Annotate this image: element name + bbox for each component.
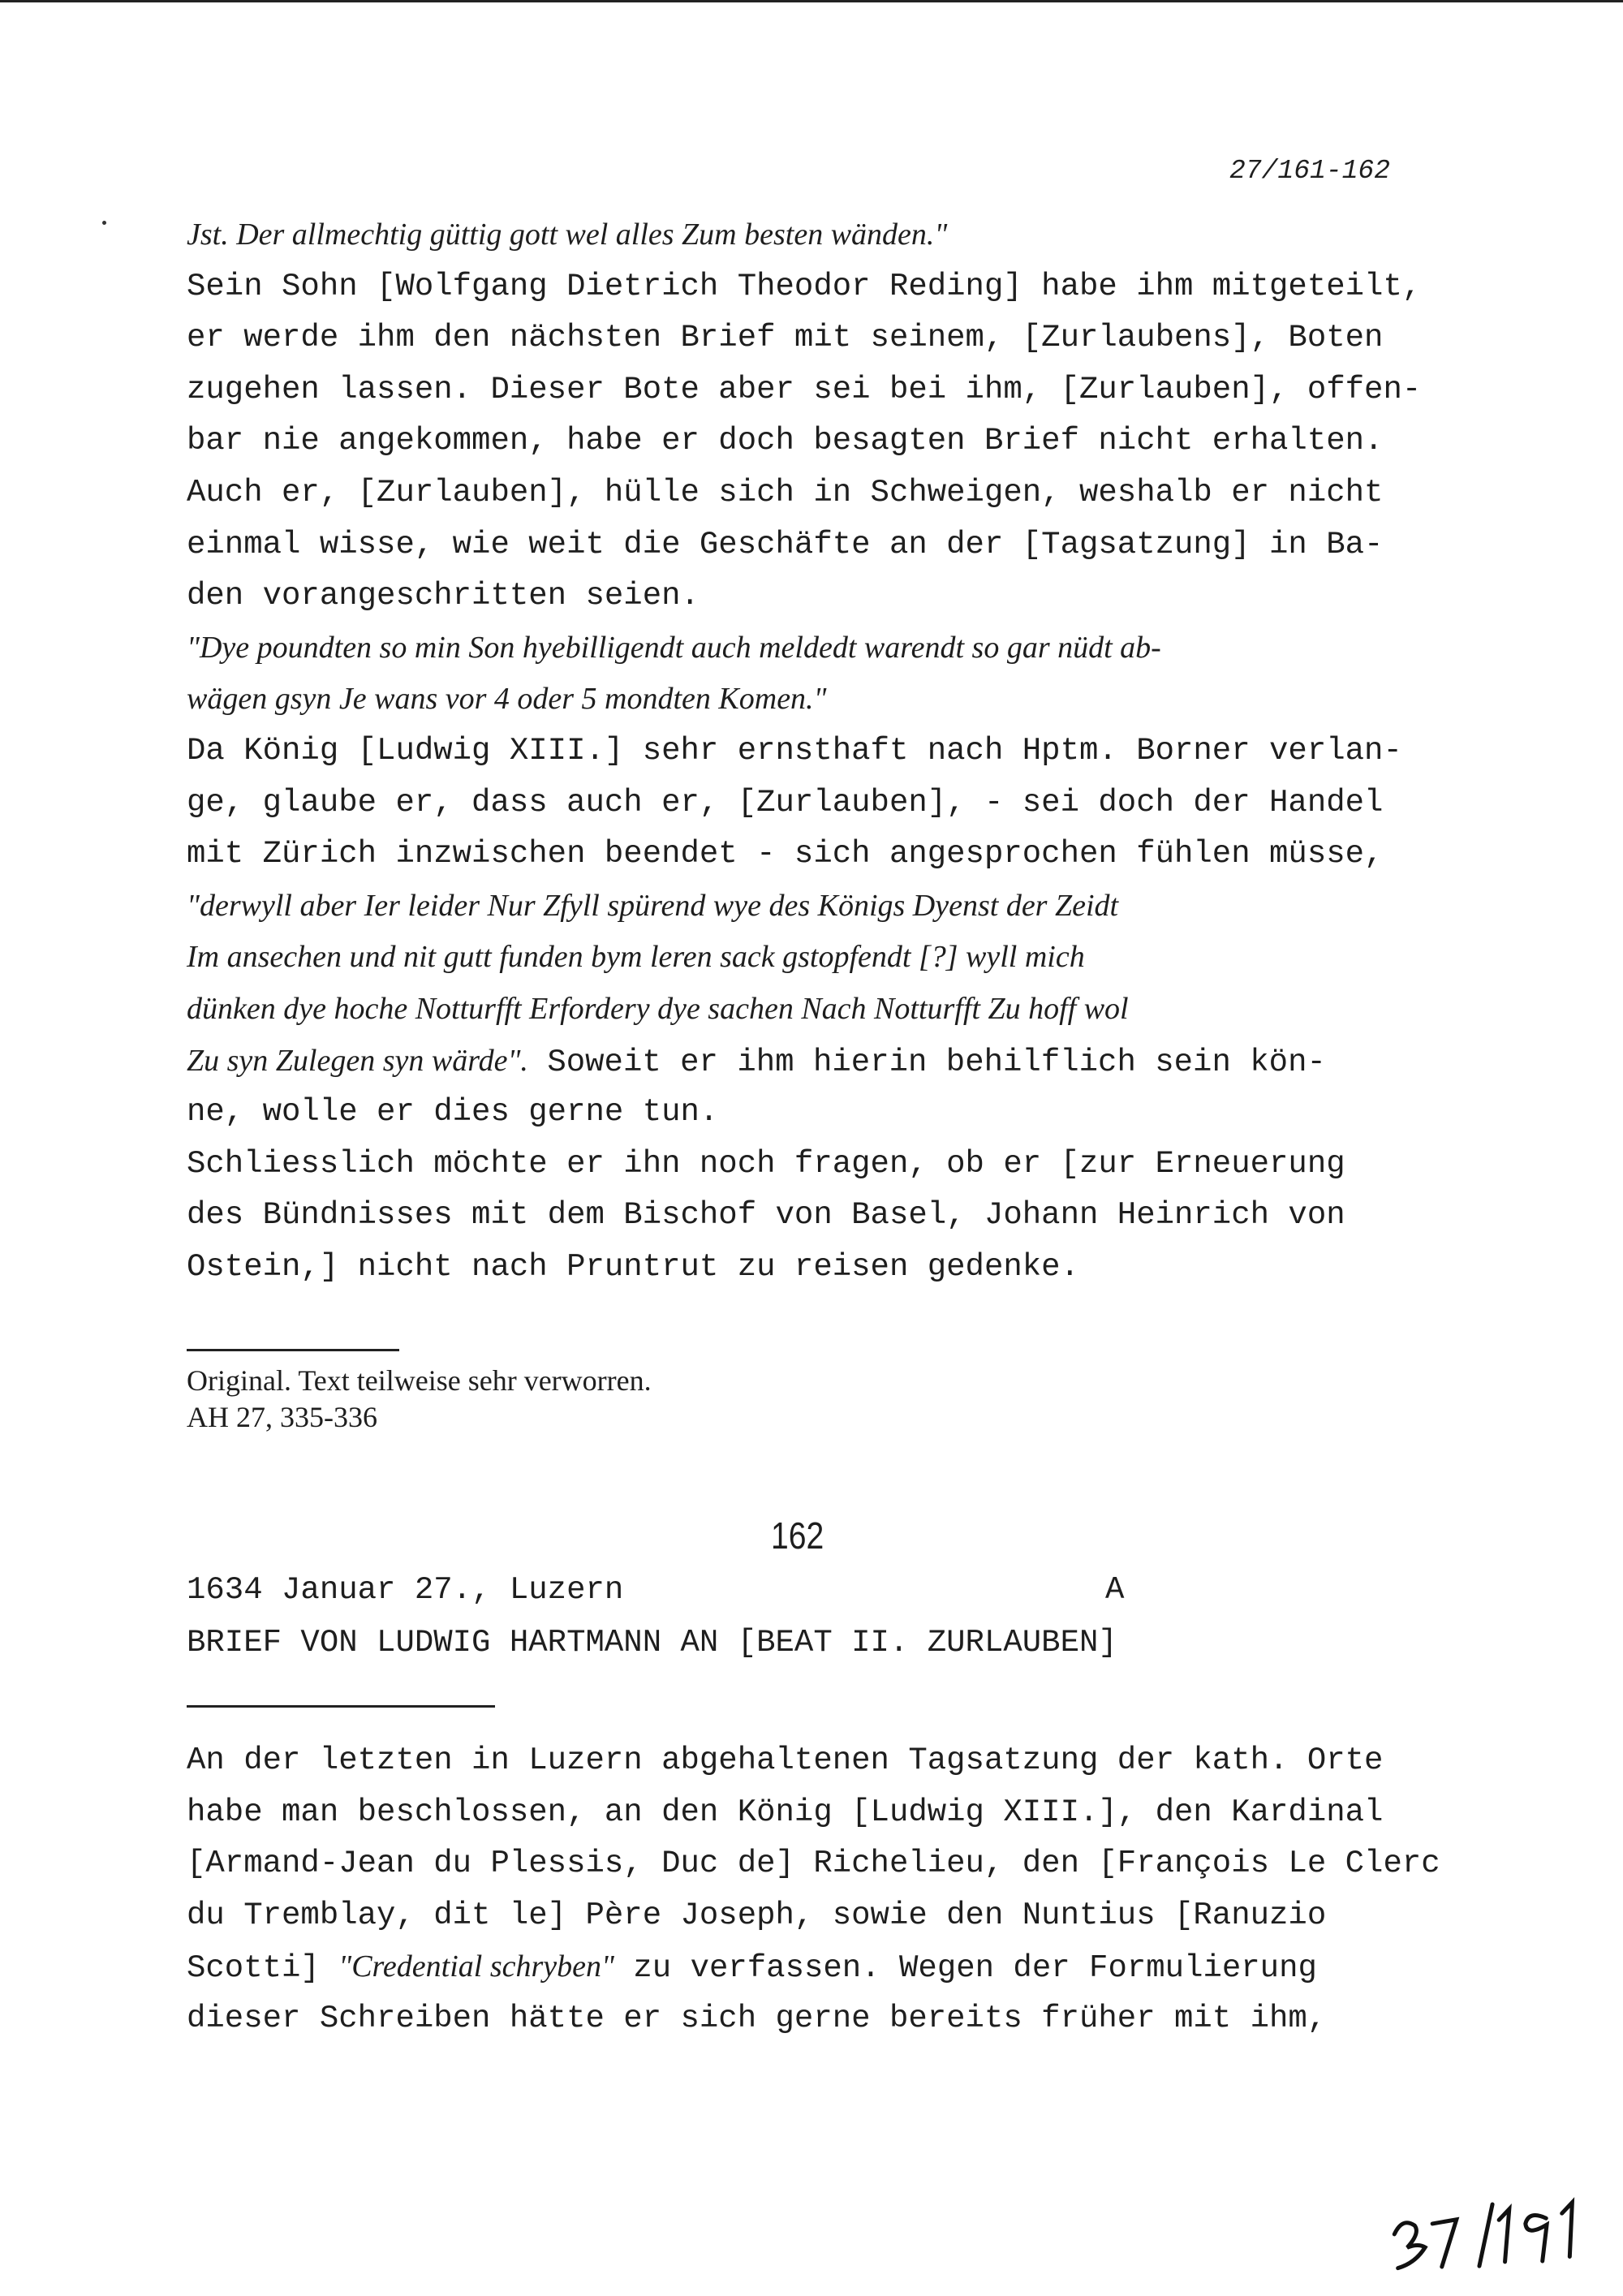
letter-number: 162	[771, 1514, 824, 1557]
title-rule	[187, 1705, 495, 1708]
quoted-source-text: wägen gsyn Je wans vor 4 oder 5 mondten Komen."	[187, 682, 827, 717]
letter-type: A	[1105, 1572, 1125, 1608]
summary-text: Ostein,] nicht nach Pruntrut zu reisen gedenke.	[187, 1249, 1079, 1285]
summary-text: den vorangeschritten seien.	[187, 578, 700, 614]
summary-text: Da König [Ludwig XIII.] sehr ernsthaft nach Hptm. Borner verlan-	[187, 733, 1402, 769]
summary-text: er werde ihm den nächsten Brief mit seinem, [Zurlaubens], Boten	[187, 320, 1384, 356]
quoted-source-text: "Credential schryben"	[338, 1949, 614, 1984]
summary-text: An der letzten in Luzern abgehaltenen Tagsatzung der kath. Orte	[187, 1742, 1384, 1778]
text-line	[187, 1896, 1326, 1935]
summary-text: ne, wolle er dies gerne tun.	[187, 1094, 719, 1131]
summary-text: bar nie angekommen, habe er doch besagten Brief nicht erhalten.	[187, 423, 1384, 459]
summary-text: einmal wisse, wie weit die Geschäfte an der [Tagsatzung] in Ba-	[187, 526, 1384, 562]
text-line	[187, 834, 1383, 873]
text-line	[187, 1741, 1383, 1780]
page-reference: 27/161-162	[1229, 156, 1391, 186]
text-line	[187, 886, 1118, 927]
summary-text: des Bündnisses mit dem Bischof von Basel, Johann Heinrich von	[187, 1197, 1345, 1234]
summary-text: Scotti]	[187, 1950, 339, 1986]
quoted-source-text: Jst. Der allmechtig güttig gott wel alles Zum besten wänden."	[187, 218, 948, 252]
text-line	[187, 370, 1421, 409]
text-line	[187, 267, 1421, 306]
text-line	[187, 989, 1129, 1030]
summary-text: [Armand-Jean du Plessis, Duc de] Richelieu, den [François Le Clerc	[187, 1846, 1440, 1881]
summary-text: zugehen lassen. Dieser Bote aber sei bei ihm, [Zurlauben], offen-	[187, 371, 1422, 407]
text-line	[187, 421, 1383, 460]
text-line	[187, 1844, 1440, 1883]
quoted-source-text: "derwyll aber Ier leider Nur Zfyll spürend wye des Königs Dyenst der Zeidt	[187, 888, 1119, 923]
summary-text: habe man beschlossen, an den König [Ludwig XIII.], den Kardinal	[187, 1794, 1384, 1830]
text-line	[187, 1999, 1326, 2038]
archive-reference: AH 27, 335-336	[187, 1401, 377, 1433]
text-line	[187, 576, 700, 615]
top-border	[0, 0, 1623, 2]
quoted-source-text: Im ansechen und nit gutt funden bym leren sack gstopfendt [?] wyll mich	[187, 940, 1085, 975]
text-line	[187, 215, 947, 256]
handwritten-folio-number	[1385, 2189, 1604, 2296]
text-line	[187, 1144, 1345, 1183]
quoted-source-text: "Dye poundten so min Son hyebilligendt auch meldedt warendt so gar nüdt ab-	[187, 630, 1161, 665]
quoted-source-text: Zu syn Zulegen syn wärde".	[187, 1043, 528, 1078]
summary-text: Auch er, [Zurlauben], hülle sich in Schweigen, weshalb er nicht	[187, 475, 1384, 510]
text-line	[187, 1195, 1345, 1234]
summary-text: Soweit er ihm hierin behilflich sein kön-	[527, 1044, 1326, 1080]
text-line	[187, 1947, 1317, 1988]
footnote-rule	[187, 1349, 399, 1351]
text-line	[187, 628, 1161, 669]
summary-text: zu verfassen. Wegen der Formulierung	[613, 1950, 1317, 1986]
text-line	[187, 525, 1383, 564]
summary-text: ge, glaube er, dass auch er, [Zurlauben], - sei doch der Handel	[187, 784, 1384, 821]
summary-text: Sein Sohn [Wolfgang Dietrich Theodor Reding] habe ihm mitgeteilt,	[187, 268, 1422, 304]
source-note: Original. Text teilweise sehr verworren.	[187, 1364, 652, 1397]
margin-mark	[102, 221, 106, 225]
text-line	[187, 1793, 1383, 1832]
text-line	[187, 473, 1383, 512]
folio-signature	[1385, 2189, 1603, 2284]
text-line	[187, 679, 827, 720]
summary-text: mit Zürich inzwischen beendet - sich angesprochen fühlen müsse,	[187, 836, 1384, 872]
text-line	[187, 937, 1085, 978]
letter-date-place: 1634 Januar 27., Luzern	[187, 1572, 624, 1608]
text-line	[187, 731, 1402, 770]
quoted-source-text: dünken dye hoche Notturfft Erfordery dye sachen Nach Notturfft Zu hoff wol	[187, 992, 1129, 1026]
text-line	[187, 1092, 718, 1131]
text-line	[187, 783, 1383, 822]
summary-text: Schliesslich möchte er ihn noch fragen, ob er [zur Erneuerung	[187, 1145, 1345, 1182]
summary-text: du Tremblay, dit le] Père Joseph, sowie den Nuntius [Ranuzio	[187, 1897, 1327, 1933]
text-line	[187, 318, 1383, 357]
summary-text: dieser Schreiben hätte er sich gerne bereits früher mit ihm,	[187, 2000, 1327, 2036]
text-line	[187, 1247, 1079, 1286]
letter-title: BRIEF VON LUDWIG HARTMANN AN [BEAT II. ZURLAUBEN]	[187, 1625, 1117, 1661]
text-line	[187, 1041, 1326, 1082]
